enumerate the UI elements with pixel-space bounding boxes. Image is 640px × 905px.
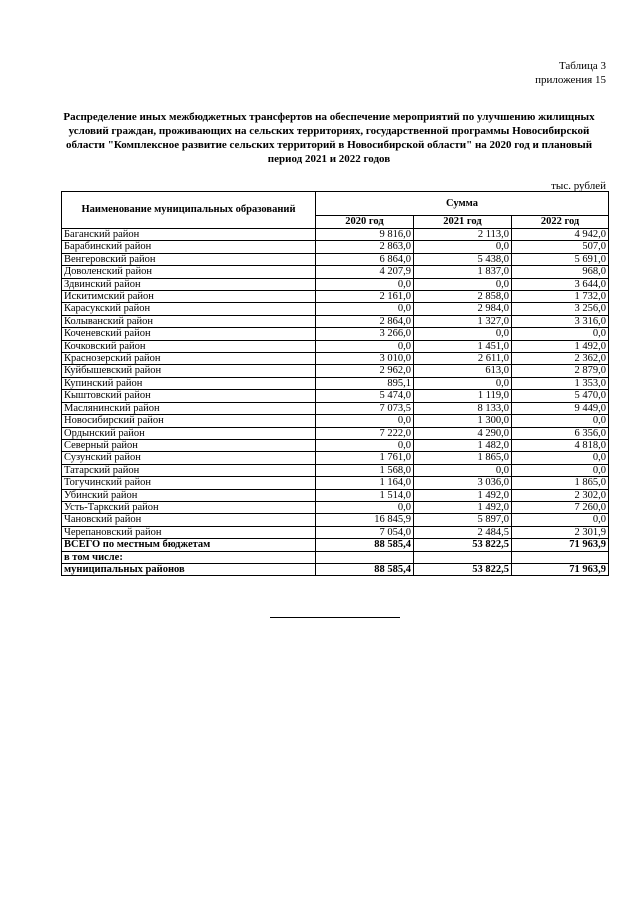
amount-2021: 1 492,0: [414, 501, 512, 513]
amount-2022: 968,0: [512, 266, 609, 278]
amount-2020: 16 845,9: [316, 514, 414, 526]
including-label: в том числе:: [62, 551, 316, 563]
table-row: [62, 278, 609, 290]
amount-2022: 4 942,0: [512, 229, 609, 241]
table-row: [62, 315, 609, 327]
amount-2020: 3 010,0: [316, 353, 414, 365]
amount-2022: 3 256,0: [512, 303, 609, 315]
amount-2020: 2 863,0: [316, 241, 414, 253]
amount-2022: 2 879,0: [512, 365, 609, 377]
table-body: [62, 229, 609, 539]
district-name: Ордынский район: [62, 427, 316, 439]
district-name: Купинский район: [62, 377, 316, 389]
table-summary: [62, 539, 609, 576]
district-name: Чановский район: [62, 514, 316, 526]
district-name: Маслянинский район: [62, 402, 316, 414]
amount-2022: 9 449,0: [512, 402, 609, 414]
district-name: Искитимский район: [62, 291, 316, 303]
amount-2022: 0,0: [512, 415, 609, 427]
district-name: Краснозерский район: [62, 353, 316, 365]
amount-2022: 507,0: [512, 241, 609, 253]
amount-2021: 613,0: [414, 365, 512, 377]
amount-2020: 3 266,0: [316, 328, 414, 340]
table-row: [62, 402, 609, 414]
table-row: [62, 377, 609, 389]
amount-2021: 2 611,0: [414, 353, 512, 365]
amount-2020: 9 816,0: [316, 229, 414, 241]
amount-2021: 2 984,0: [414, 303, 512, 315]
amount-2020: 1 164,0: [316, 477, 414, 489]
amount-2021: 1 119,0: [414, 390, 512, 402]
table-row: [62, 291, 609, 303]
amount-2022: 0,0: [512, 452, 609, 464]
column-header-sum: Сумма: [316, 192, 609, 216]
amount-2020: 4 207,9: [316, 266, 414, 278]
amount-2021: 5 897,0: [414, 514, 512, 526]
amount-2022: 6 356,0: [512, 427, 609, 439]
table-row: [62, 253, 609, 265]
amount-2021: 2 113,0: [414, 229, 512, 241]
amount-2020: 2 161,0: [316, 291, 414, 303]
district-name: Усть-Таркский район: [62, 501, 316, 513]
table-number: Таблица 3: [558, 60, 606, 72]
amount-2022: 2 362,0: [512, 353, 609, 365]
amount-2022: 5 470,0: [512, 390, 609, 402]
amount-2020: 0,0: [316, 340, 414, 352]
municipal-districts-label: муниципальных районов: [62, 563, 316, 575]
transfers-table: [61, 191, 609, 576]
amount-2020: 7 054,0: [316, 526, 414, 538]
table-row: [62, 501, 609, 513]
district-name: Здвинский район: [62, 278, 316, 290]
amount-2020: 0,0: [316, 415, 414, 427]
district-name: Доволенский район: [62, 266, 316, 278]
table-row: [62, 464, 609, 476]
amount-2022: 1 732,0: [512, 291, 609, 303]
district-name: Колыванский район: [62, 315, 316, 327]
including-row: [62, 551, 609, 563]
amount-2020: 895,1: [316, 377, 414, 389]
total-2022: 71 963,9: [512, 539, 609, 551]
amount-2020: 1 568,0: [316, 464, 414, 476]
amount-2021: 4 290,0: [414, 427, 512, 439]
amount-2021: 1 492,0: [414, 489, 512, 501]
amount-2022: 1 353,0: [512, 377, 609, 389]
amount-2021: 1 865,0: [414, 452, 512, 464]
document-title: Распределение иных межбюджетных трансфертов на обеспечение мероприятий по улучшению жилищных условий граждан, проживающих на сельских территориях, государственной программы Новосибирской области "Комплексное развитие сельских территорий в Новосибирской области" на 2020 год и плановый период 2021 и 2022 годов: [63, 111, 595, 165]
amount-2021: 0,0: [414, 464, 512, 476]
table-row: [62, 452, 609, 464]
amount-2020: 0,0: [316, 439, 414, 451]
table-row: [62, 229, 609, 241]
amount-2020: 0,0: [316, 278, 414, 290]
amount-2021: 1 300,0: [414, 415, 512, 427]
amount-2022: 4 818,0: [512, 439, 609, 451]
appendix-number: приложения 15: [535, 74, 606, 86]
amount-2020: 2 864,0: [316, 315, 414, 327]
amount-2021: 1 327,0: [414, 315, 512, 327]
amount-2022: 0,0: [512, 464, 609, 476]
amount-2020: 0,0: [316, 501, 414, 513]
column-header-municipality: Наименование муниципальных образований: [62, 192, 316, 229]
district-name: Убинский район: [62, 489, 316, 501]
column-header-2020: 2020 год: [316, 215, 414, 228]
table-row: [62, 439, 609, 451]
municipal-districts-row: [62, 563, 609, 575]
amount-2022: 1 492,0: [512, 340, 609, 352]
table-row: [62, 390, 609, 402]
amount-2020: 1 761,0: [316, 452, 414, 464]
table-row: [62, 489, 609, 501]
table-row: [62, 365, 609, 377]
table-row: [62, 514, 609, 526]
table-reference: [535, 59, 606, 87]
amount-2021: 0,0: [414, 328, 512, 340]
amount-2022: 5 691,0: [512, 253, 609, 265]
district-name: Куйбышевский район: [62, 365, 316, 377]
total-2021: 53 822,5: [414, 539, 512, 551]
column-header-2021: 2021 год: [414, 215, 512, 228]
amount-2022: 1 865,0: [512, 477, 609, 489]
amount-2022: 2 302,0: [512, 489, 609, 501]
amount-2021: 2 858,0: [414, 291, 512, 303]
amount-2020: 6 864,0: [316, 253, 414, 265]
district-name: Венгеровский район: [62, 253, 316, 265]
amount-2020: 7 073,5: [316, 402, 414, 414]
amount-2021: 0,0: [414, 278, 512, 290]
municipal-2021: 53 822,5: [414, 563, 512, 575]
district-name: Новосибирский район: [62, 415, 316, 427]
amount-2021: 5 438,0: [414, 253, 512, 265]
district-name: Сузунский район: [62, 452, 316, 464]
amount-2022: 3 644,0: [512, 278, 609, 290]
total-row: [62, 539, 609, 551]
amount-2021: 0,0: [414, 241, 512, 253]
column-header-2022: 2022 год: [512, 215, 609, 228]
district-name: Черепановский район: [62, 526, 316, 538]
total-2020: 88 585,4: [316, 539, 414, 551]
amount-2021: 2 484,5: [414, 526, 512, 538]
amount-2022: 3 316,0: [512, 315, 609, 327]
table-row: [62, 266, 609, 278]
amount-2022: 0,0: [512, 328, 609, 340]
amount-2020: 1 514,0: [316, 489, 414, 501]
district-name: Кыштовский район: [62, 390, 316, 402]
amount-2020: 5 474,0: [316, 390, 414, 402]
amount-2022: 7 260,0: [512, 501, 609, 513]
table-row: [62, 303, 609, 315]
amount-2020: 0,0: [316, 303, 414, 315]
table-row: [62, 340, 609, 352]
table-row: [62, 415, 609, 427]
amount-2022: 2 301,9: [512, 526, 609, 538]
total-label: ВСЕГО по местным бюджетам: [62, 539, 316, 551]
district-name: Баганский район: [62, 229, 316, 241]
table-row: [62, 526, 609, 538]
footer-rule: [270, 617, 400, 618]
district-name: Северный район: [62, 439, 316, 451]
amount-2020: 7 222,0: [316, 427, 414, 439]
table-row: [62, 353, 609, 365]
district-name: Карасукский район: [62, 303, 316, 315]
amount-2021: 1 482,0: [414, 439, 512, 451]
municipal-2022: 71 963,9: [512, 563, 609, 575]
amount-2021: 1 837,0: [414, 266, 512, 278]
unit-label: тыс. рублей: [551, 180, 606, 192]
amount-2020: 2 962,0: [316, 365, 414, 377]
amount-2022: 0,0: [512, 514, 609, 526]
district-name: Коченевский район: [62, 328, 316, 340]
table-row: [62, 328, 609, 340]
amount-2021: 3 036,0: [414, 477, 512, 489]
municipal-2020: 88 585,4: [316, 563, 414, 575]
amount-2021: 1 451,0: [414, 340, 512, 352]
district-name: Барабинский район: [62, 241, 316, 253]
table-row: [62, 241, 609, 253]
table-row: [62, 477, 609, 489]
amount-2021: 8 133,0: [414, 402, 512, 414]
table-row: [62, 427, 609, 439]
amount-2021: 0,0: [414, 377, 512, 389]
district-name: Татарский район: [62, 464, 316, 476]
district-name: Тогучинский район: [62, 477, 316, 489]
district-name: Кочковский район: [62, 340, 316, 352]
